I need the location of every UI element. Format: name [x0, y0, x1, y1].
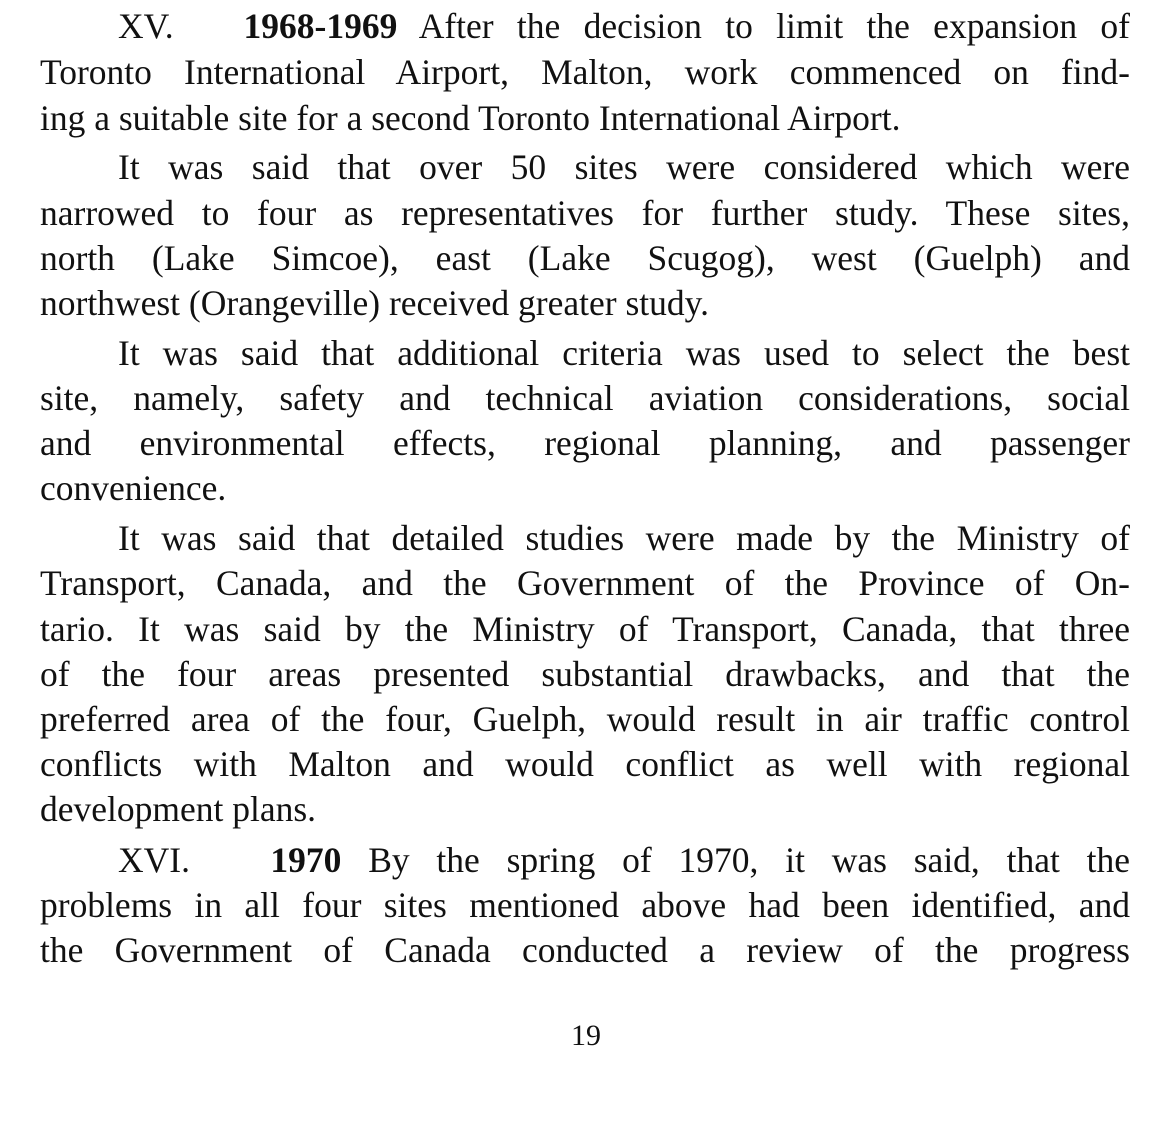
- text-line: preferred area of the four, Guelph, would result in air traffic control: [40, 699, 1130, 739]
- section-number: XVI.: [118, 840, 190, 880]
- text-line: site, namely, safety and technical aviation considerations, social: [40, 378, 1130, 418]
- section-number: XV.: [118, 6, 174, 46]
- text-line: [40, 4, 1130, 48]
- text-line: Toronto International Airport, Malton, work commenced on find-: [40, 52, 1130, 92]
- text-line: the Government of Canada conducted a review of the progress: [40, 930, 1130, 970]
- text-line: of the four areas presented substantial drawbacks, and that the: [40, 654, 1130, 694]
- text-line: ing a suitable site for a second Toronto International Airport.: [40, 98, 901, 138]
- line-text: After the decision to limit the expansion of: [418, 6, 1131, 46]
- text-line: narrowed to four as representatives for further study. These sites,: [40, 193, 1130, 233]
- text-line: Transport, Canada, and the Government of the Province of On-: [40, 563, 1130, 603]
- text-line: north (Lake Simcoe), east (Lake Scugog), west (Guelph) and: [40, 238, 1130, 278]
- section-year: 1970: [270, 840, 342, 880]
- section-year: 1968-1969: [243, 6, 398, 46]
- text-line: [40, 838, 1130, 882]
- text-line: convenience.: [40, 468, 227, 508]
- text-line: development plans.: [40, 789, 317, 829]
- text-line: problems in all four sites mentioned above had been identified, and: [40, 885, 1130, 925]
- text-line: tario. It was said by the Ministry of Transport, Canada, that three: [40, 609, 1130, 649]
- text-line: It was said that detailed studies were made by the Ministry of: [118, 518, 1130, 558]
- text-line: It was said that additional criteria was used to select the best: [118, 333, 1130, 373]
- text-line: and environmental effects, regional planning, and passenger: [40, 423, 1130, 463]
- page-number: 19: [571, 1019, 601, 1052]
- text-line: It was said that over 50 sites were considered which were: [118, 147, 1130, 187]
- text-line: northwest (Orangeville) received greater study.: [40, 283, 709, 323]
- line-text: By the spring of 1970, it was said, that the: [368, 840, 1131, 880]
- text-line: conflicts with Malton and would conflict as well with regional: [40, 744, 1130, 784]
